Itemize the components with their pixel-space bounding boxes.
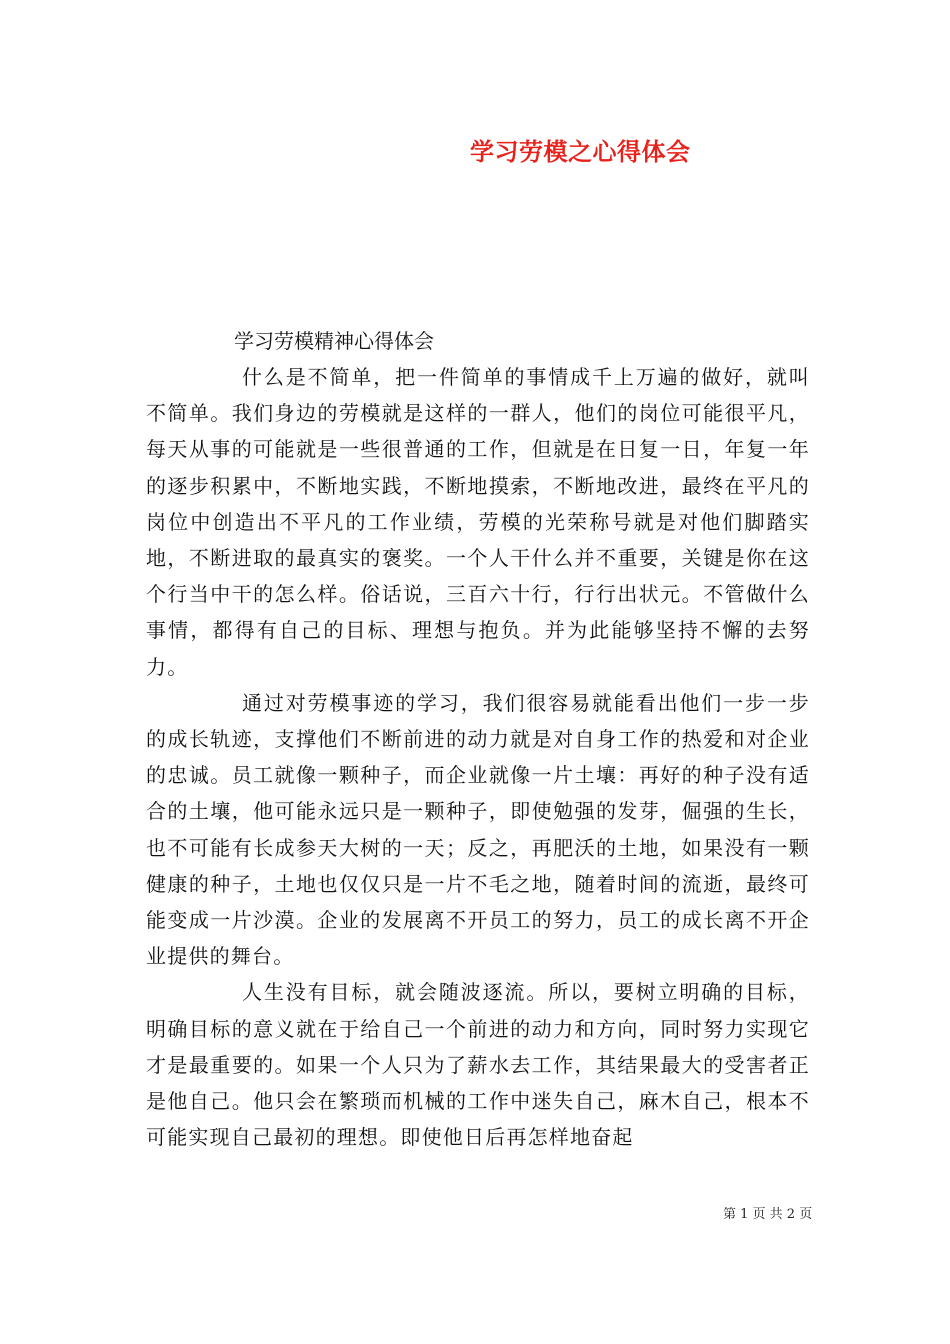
document-subtitle: 学习劳模精神心得体会 (234, 329, 434, 353)
page-footer: 第 1 页 共 2 页 (723, 1207, 813, 1222)
paragraph: 通过对劳模事迹的学习，我们很容易就能看出他们一步一步的成长轨迹，支撑他们不断前进的动力就是对自身工作的热爱和对企业的忠诚。员工就像一颗种子，而企业就像一片土壤：再好的种子没有适合的土壤，他可能永远只是一颗种子，即使勉强的发芽，倔强的生长，也不可能有长成参天大树的一天；反之，再肥沃的土地，如果没有一颗健康的种子，土地也仅仅只是一片不毛之地，随着时间的流逝，最终可能变成一片沙漠。企业的发展离不开员工的努力，员工的成长离不开企业提供的舞台。 (146, 690, 810, 969)
page-title: 学习劳模之心得体会 (470, 137, 691, 166)
paragraph: 什么是不简单，把一件简单的事情成千上万遍的做好，就叫不简单。我们身边的劳模就是这样的一群人，他们的岗位可能很平凡，每天从事的可能就是一些很普通的工作，但就是在日复一日，年复一年的逐步积累中，不断地实践，不断地摸索，不断地改进，最终在平凡的岗位中创造出不平凡的工作业绩，劳模的光荣称号就是对他们脚踏实地，不断进取的最真实的褒奖。一个人干什么并不重要，关键是你在这个行当中干的怎么样。俗话说，三百六十行，行行出状元。不管做什么事情，都得有自己的目标、理想与抱负。并为此能够坚持不懈的去努力。 (146, 365, 810, 679)
document-body (146, 359, 810, 1155)
paragraph: 人生没有目标，就会随波逐流。所以，要树立明确的目标，明确目标的意义就在于给自己一个前进的动力和方向，同时努力实现它才是最重要的。如果一个人只为了薪水去工作，其结果最大的受害者正是他自己。他只会在繁琐而机械的工作中迷失自己，麻木自己，根本不可能实现自己最初的理想。即使他日后再怎样地奋起 (146, 980, 810, 1150)
